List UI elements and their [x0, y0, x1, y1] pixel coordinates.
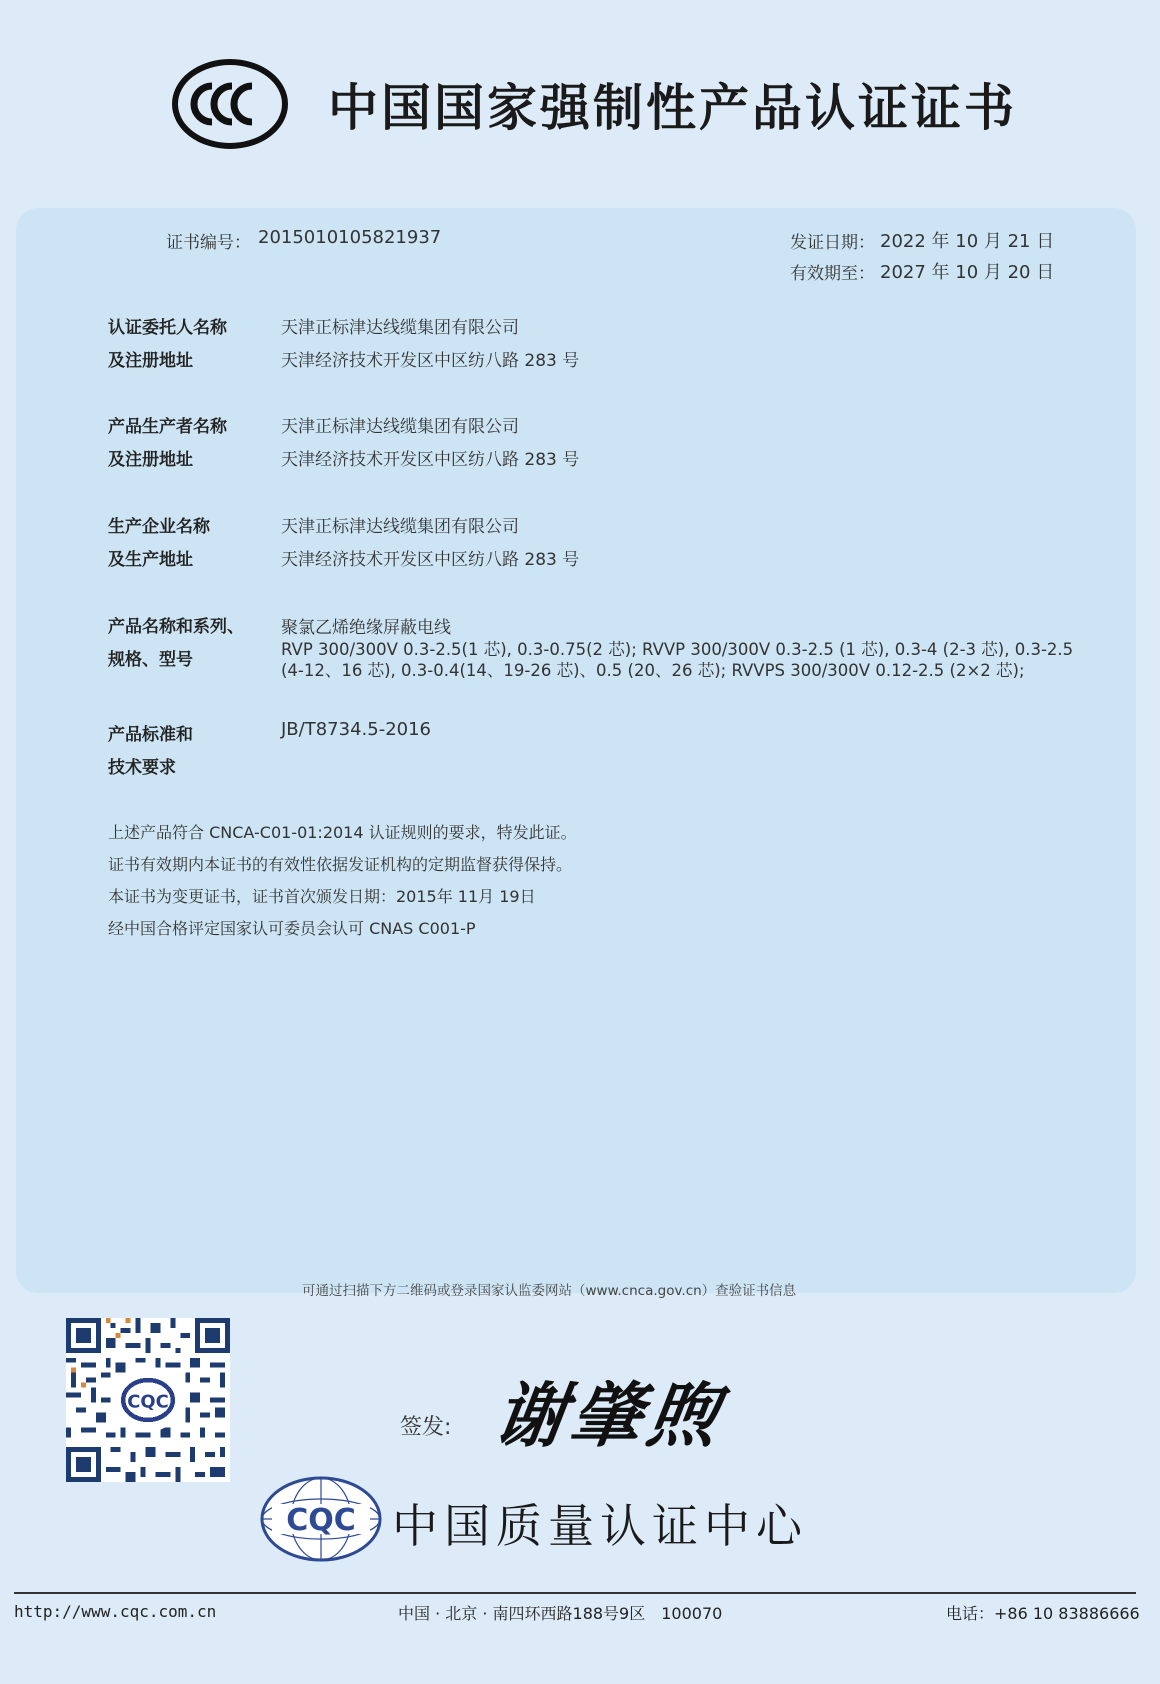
footer-divider	[14, 1592, 1136, 1594]
field-label: 产品生产者名称	[108, 417, 227, 437]
product-label: 规格、型号	[108, 650, 193, 670]
product-spec: (4-12、16 芯), 0.3-0.4(14、19-26 芯)、0.5 (20、26 芯); RVVPS 300/300V 0.12-2.5 (2×2 芯);	[281, 661, 1025, 680]
verify-text: 可通过扫描下方二维码或登录国家认监委网站（www.cnca.gov.cn）查验证书信息	[302, 1283, 797, 1299]
field-label: 生产企业名称	[108, 517, 210, 537]
field-value: 天津经济技术开发区中区纺八路 283 号	[281, 450, 580, 470]
note-line: 本证书为变更证书，证书首次颁发日期：2015年 11月 19日	[108, 887, 536, 906]
field-value: 天津正标津达线缆集团有限公司	[281, 517, 519, 537]
issue-date: 2022 年 10 月 21 日	[880, 231, 1055, 252]
field-label: 认证委托人名称	[108, 318, 227, 338]
field-label: 及注册地址	[108, 351, 193, 371]
product-name: 聚氯乙烯绝缘屏蔽电线	[281, 618, 451, 638]
svg-text:CQC: CQC	[286, 1503, 356, 1538]
field-value: 天津正标津达线缆集团有限公司	[281, 318, 519, 338]
note-line: 上述产品符合 CNCA-C01-01:2014 认证规则的要求，特发此证。	[108, 823, 577, 842]
field-value: 天津经济技术开发区中区纺八路 283 号	[281, 550, 580, 570]
footer-address: 中国 · 北京 · 南四环西路188号9区 100070	[398, 1604, 723, 1623]
svg-text:CQC: CQC	[127, 1391, 169, 1413]
field-value: 天津正标津达线缆集团有限公司	[281, 417, 519, 437]
cert-number-label: 证书编号：	[166, 233, 251, 253]
note-line: 证书有效期内本证书的有效性依据发证机构的定期监督获得保持。	[108, 855, 573, 874]
note-line: 经中国合格评定国家认可委员会认可 CNAS C001-P	[108, 919, 476, 938]
qr-code-icon[interactable]	[66, 1318, 230, 1482]
footer-url[interactable]: http://www.cqc.com.cn	[14, 1602, 217, 1621]
expiry-date-label: 有效期至：	[790, 264, 875, 284]
standard-label: 产品标准和	[108, 725, 193, 745]
signature: 谢肇煦	[489, 1374, 730, 1457]
field-value: 天津经济技术开发区中区纺八路 283 号	[281, 351, 580, 371]
footer-phone: 电话：+86 10 83886666	[946, 1604, 1140, 1623]
field-label: 及生产地址	[108, 550, 193, 570]
field-label: 及注册地址	[108, 450, 193, 470]
cqc-logo-icon	[258, 1474, 384, 1564]
expiry-date: 2027 年 10 月 20 日	[880, 262, 1055, 283]
org-name: 中国质量认证中心	[392, 1499, 808, 1553]
standard-label: 技术要求	[108, 758, 176, 778]
product-label: 产品名称和系列、	[108, 617, 244, 637]
certificate-header	[0, 0, 1160, 200]
ccc-mark-icon	[172, 58, 288, 150]
standard-value: JB/T8734.5-2016	[281, 719, 432, 740]
product-spec: RVP 300/300V 0.3-2.5(1 芯), 0.3-0.75(2 芯); RVVP 300/300V 0.3-2.5 (1 芯), 0.3-4 (2-3 芯), 0.3-2.5	[281, 640, 1074, 659]
cert-number: 2015010105821937	[258, 227, 442, 248]
issue-date-label: 发证日期：	[790, 233, 875, 253]
sign-label: 签发:	[400, 1415, 452, 1440]
certificate-title: 中国国家强制性产品认证证书	[328, 79, 1017, 137]
